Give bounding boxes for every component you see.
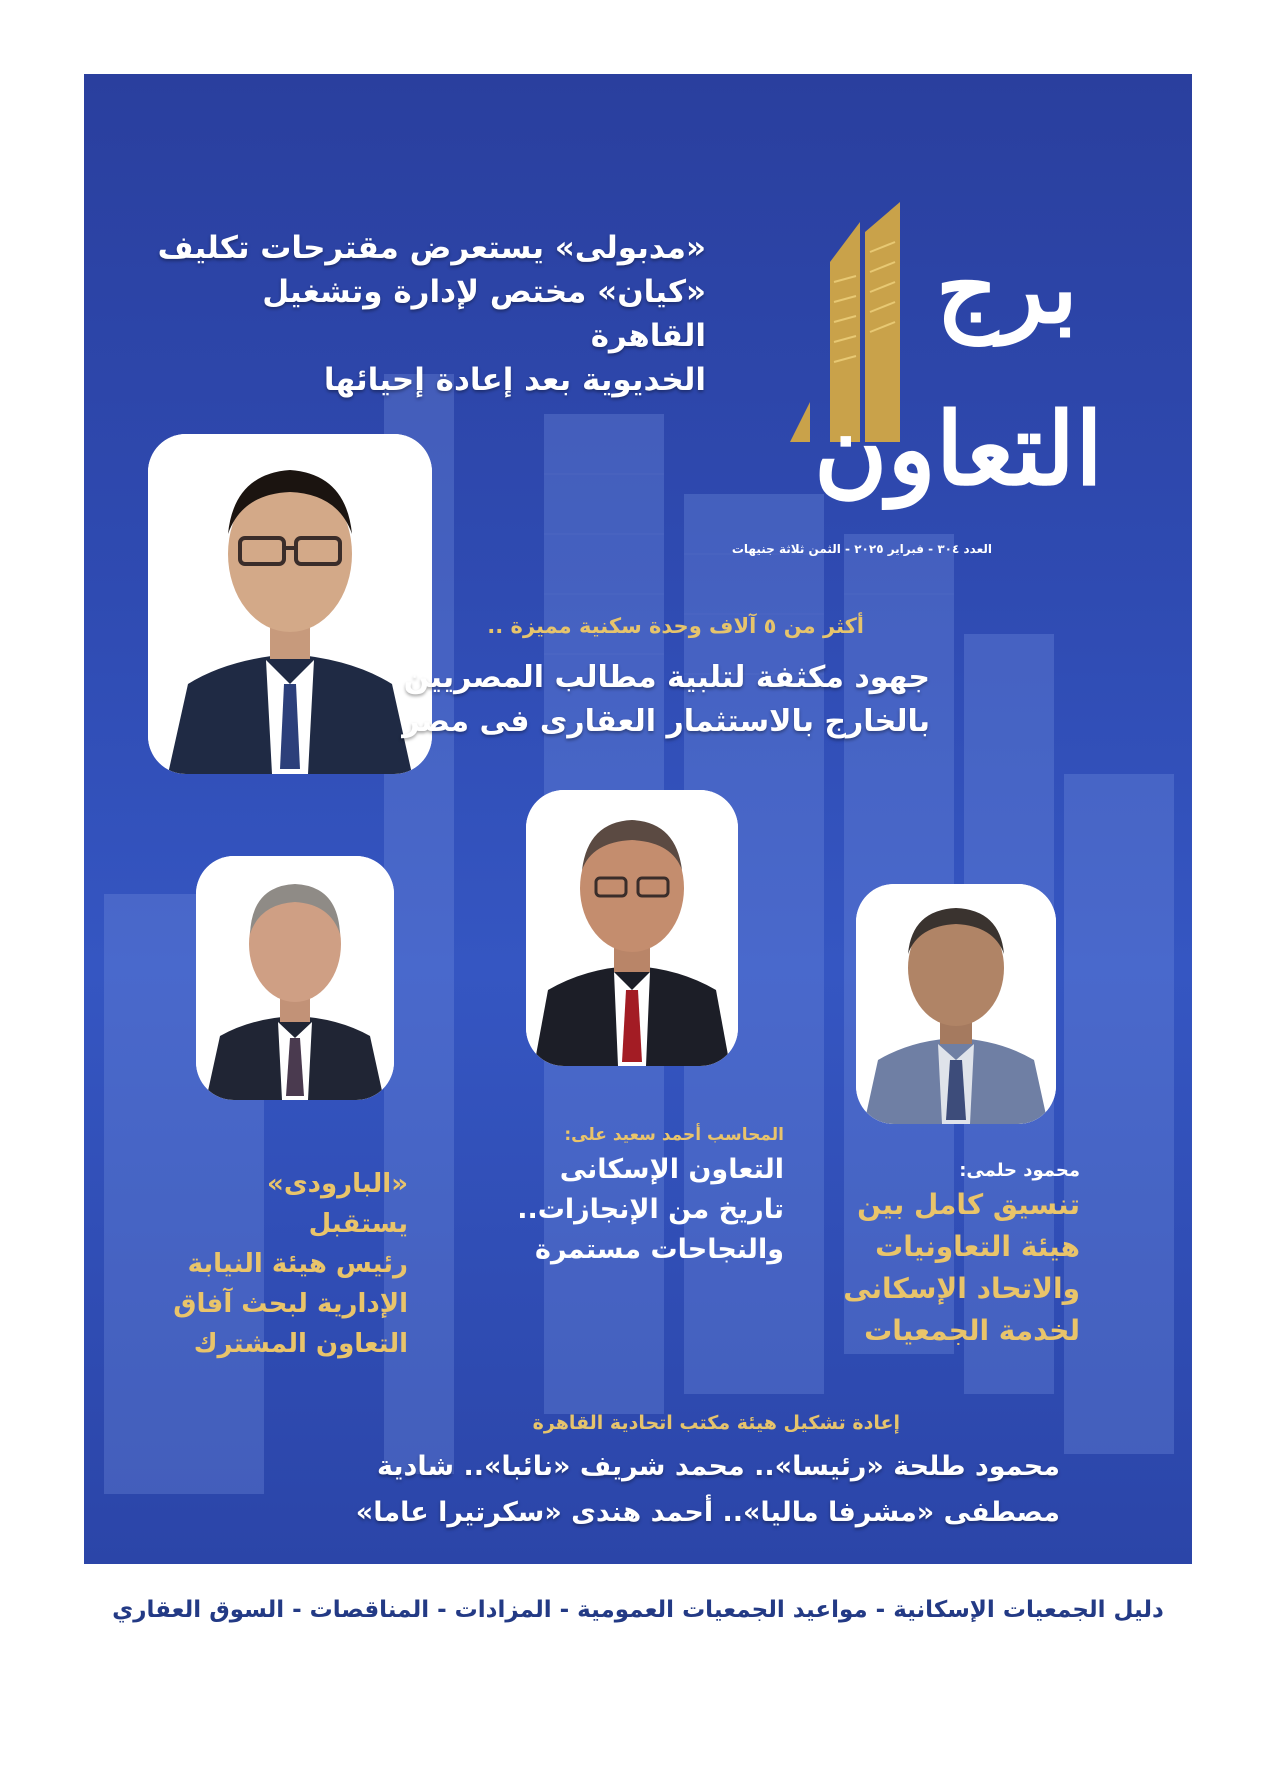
bottom-line2: مصطفى «مشرفا ماليا».. أحمد هندى «سكرتيرا عاما»: [355, 1497, 1060, 1528]
magazine-cover: [84, 74, 1192, 1564]
housing-kicker: أكثر من ٥ آلاف وحدة سكنية مميزة ..: [487, 614, 864, 638]
portrait-right: [856, 884, 1056, 1124]
story-left-line2: رئيس هيئة النيابة: [187, 1249, 408, 1279]
portrait-left: [196, 856, 394, 1100]
story-center-line1: التعاون الإسكانى: [559, 1154, 784, 1185]
story-right: [824, 1158, 1080, 1352]
story-left-line1: «البارودى» يستقبل: [267, 1169, 408, 1239]
story-left-line3: الإدارية لبحث آفاق: [173, 1289, 408, 1319]
portrait-center: [526, 790, 738, 1066]
story-center-kicker: المحاسب أحمد سعيد على:: [564, 1125, 784, 1145]
story-center-line2: تاريخ من الإنجازات..: [517, 1194, 784, 1225]
housing-line2: بالخارج بالاستثمار العقارى فى مصر: [402, 704, 930, 739]
issue-info: العدد ٣٠٤ - فبراير ٢٠٢٥ - الثمن ثلاثة جنيهات: [731, 542, 992, 556]
top-story-line1: «مدبولى» يستعرض مقترحات تكليف: [157, 230, 706, 266]
housing-line1: جهود مكثفة لتلبية مطالب المصريين: [403, 660, 930, 695]
housing-headline: [384, 656, 930, 744]
bottom-kicker: إعادة تشكيل هيئة مكتب اتحادية القاهرة: [532, 1412, 900, 1434]
masthead-title-line1: برج: [936, 232, 1078, 345]
story-right-line2: هيئة التعاونيات: [875, 1230, 1080, 1263]
story-right-line1: تنسيق كامل بين: [857, 1188, 1080, 1221]
story-left-line4: التعاون المشترك: [193, 1329, 408, 1359]
top-story-line2: «كيان» مختص لإدارة وتشغيل القاهرة: [262, 274, 706, 354]
bottom-headline: [204, 1444, 1060, 1536]
masthead-title-line2: التعاون: [814, 390, 1103, 508]
story-center-line3: والنجاحات مستمرة: [535, 1234, 784, 1265]
story-right-line3: والاتحاد الإسكانى: [843, 1272, 1080, 1305]
bottom-line1: محمود طلحة «رئيسا».. محمد شريف «نائبا».. شادية: [376, 1451, 1060, 1482]
footer-sections: دليل الجمعيات الإسكانية - مواعيد الجمعيات العمومية - المزادات - المناقصات - السوق العقاري: [112, 1597, 1164, 1623]
top-story-headline: [144, 226, 706, 402]
story-center: [484, 1120, 784, 1270]
story-left: [168, 1164, 408, 1364]
story-right-line4: لخدمة الجمعيات: [864, 1314, 1080, 1347]
story-right-kicker: محمود حلمى:: [959, 1160, 1080, 1181]
top-story-line3: الخديوية بعد إعادة إحيائها: [323, 362, 706, 398]
